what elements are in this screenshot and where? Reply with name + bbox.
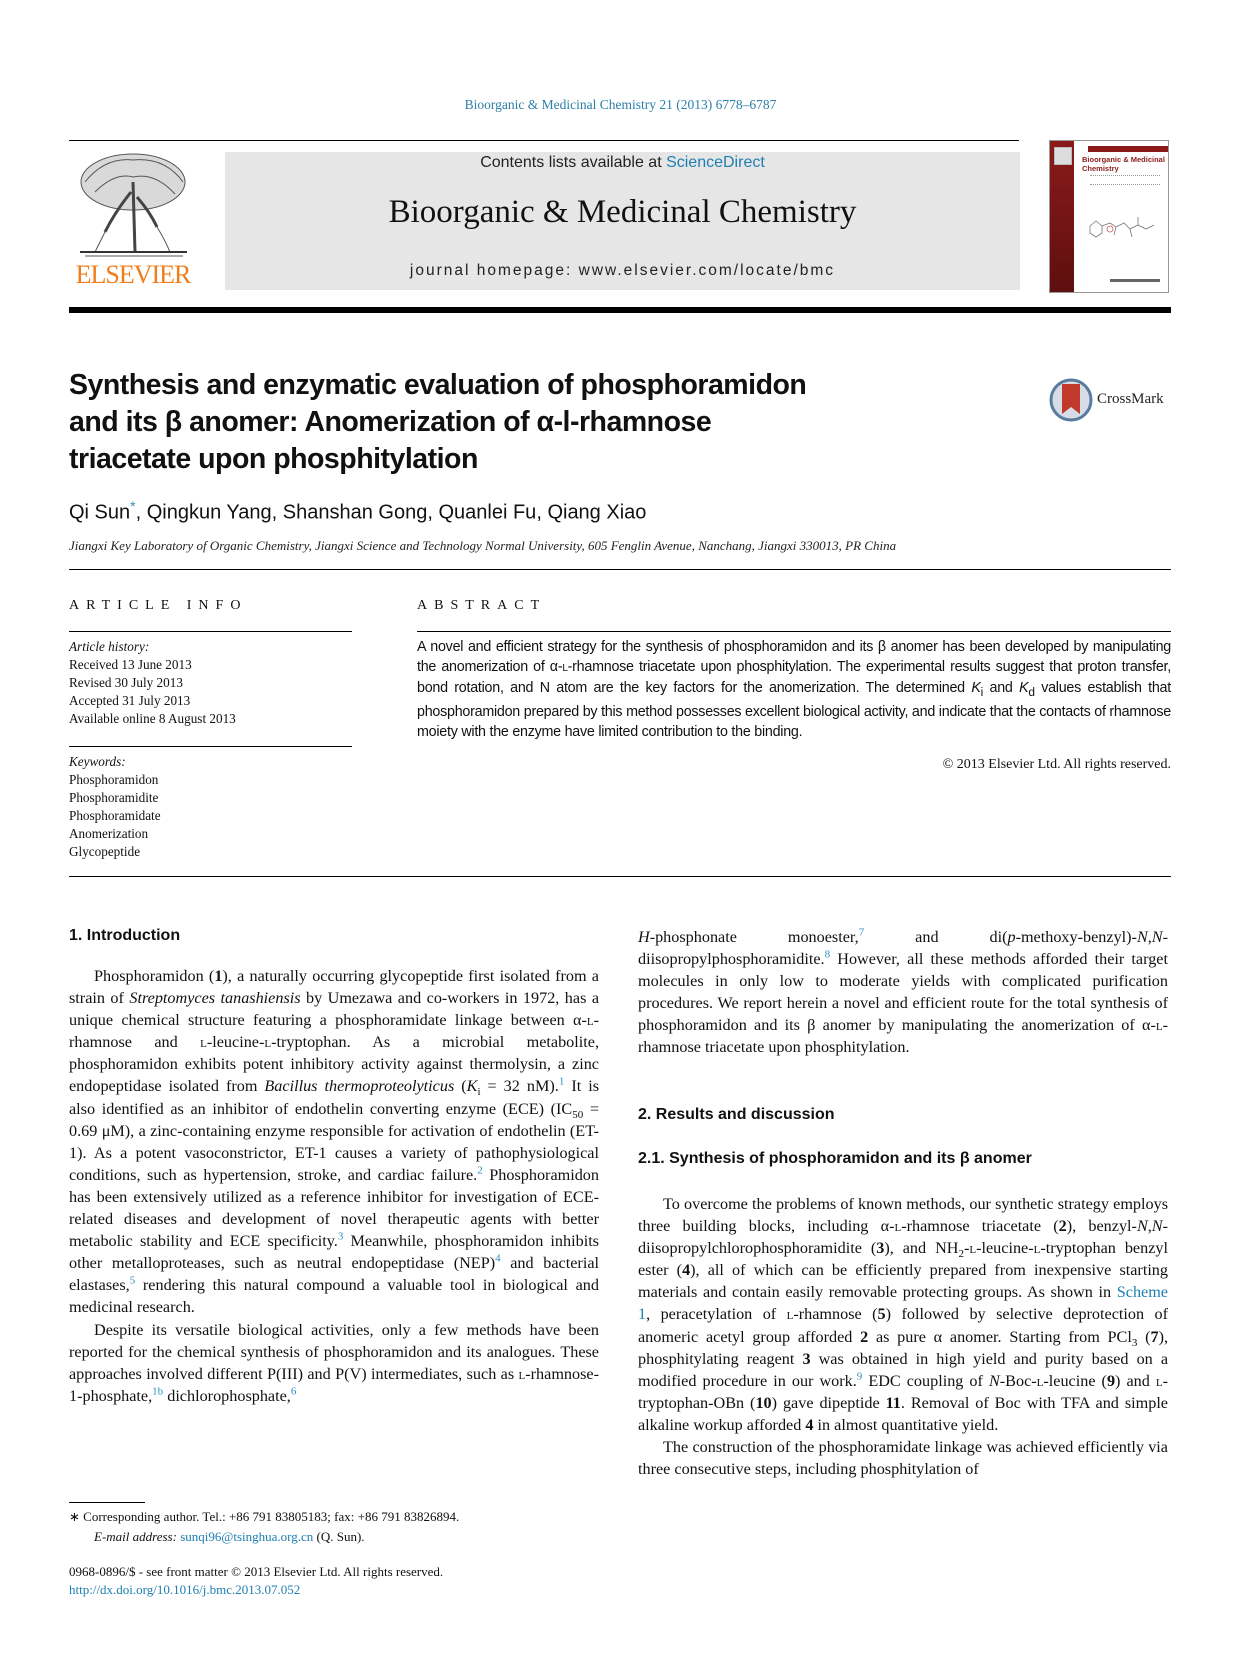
elsevier-tree-icon — [75, 152, 191, 260]
front-matter-info — [69, 1563, 629, 1599]
footnote-rule — [69, 1502, 145, 1503]
keyword-item: Phosphoramidon — [69, 772, 159, 787]
doi-link[interactable]: http://dx.doi.org/10.1016/j.bmc.2013.07.052 — [69, 1582, 301, 1597]
author-list: Qi Sun*, Qingkun Yang, Shanshan Gong, Quanlei Fu, Qiang Xiao — [69, 498, 647, 524]
journal-reference-link[interactable]: Bioorganic & Medicinal Chemistry 21 (2013) 6778–6787 — [464, 97, 777, 112]
author-name[interactable]: Qi Sun — [69, 501, 131, 524]
author-name[interactable]: Qingkun Yang — [146, 501, 272, 524]
front-matter-rule — [69, 876, 1171, 877]
history-online: Available online 8 August 2013 — [69, 711, 236, 726]
article-history-label: Article history: — [69, 639, 150, 654]
article-title: Synthesis and enzymatic evaluation of phosphoramidon and its β anomer: Anomerization of α-l-rhamnose triacetate upon phosphitylation — [69, 369, 807, 475]
history-revised: Revised 30 July 2013 — [69, 675, 183, 690]
article-info-heading: ARTICLE INFO — [69, 598, 248, 613]
introduction-body-continued — [638, 926, 1168, 1059]
article-history — [69, 638, 352, 728]
crossmark-button[interactable] — [1049, 378, 1179, 422]
journal-banner — [225, 152, 1020, 290]
keywords — [69, 753, 352, 861]
paragraph: Phosphoramidon (1), a naturally occurring glycopeptide first isolated from a strain of Streptomyces tanashiensis by Umezawa and co-workers in 1972, has a unique chemical structure featuring a phosphoramidate linkage between α-l-rhamnose and l-leucine-l-tryptophan. As a microbial metabolite, phosphoramidon exhibits potent inhibitory activity against thermolysin, a zinc endopeptidase isolated from Bacillus thermoproteolyticus ($K_i = 32$ nM).$^1$ It is also identified as an inhibitor of endothelin converting enzyme (ECE) ($IC_{50} = 0.69$ μM), a zinc-containing enzyme responsible for activation of endothelin (ET-1). As a potent vasoconstrictor, ET-1 causes a variety of pathophysiological conditions, such as hypertension, stroke, and cardiac failure.$^2$ Phosphoramidon has been extensively utilized as a reference inhibitor for investigation of ECE-related diseases and development of novel therapeutic agents with better metabolic stability and ECE specificity.$^3$ Meanwhile, phosphoramidon inhibits other metalloproteases, such as neutral endopeptidase (NEP)$^4$ and bacterial elastases,$^5$ rendering this natural compound a valuable tool in biological and medicinal research. — [69, 967, 600, 1317]
cover-footer — [1110, 279, 1160, 282]
cover-logo-icon — [1054, 147, 1072, 165]
keyword-item: Glycopeptide — [69, 844, 141, 859]
history-accepted: Accepted 31 July 2013 — [69, 693, 191, 708]
section-heading-introduction: 1. Introduction — [69, 927, 181, 944]
abstract-copyright: © 2013 Elsevier Ltd. All rights reserved. — [942, 757, 1171, 772]
crossmark-label: CrossMark — [1097, 391, 1164, 407]
keyword-item: Phosphoramidate — [69, 808, 161, 823]
crossmark-icon — [1049, 378, 1093, 422]
cover-top-strip — [1088, 146, 1168, 152]
scheme-1-link[interactable]: Scheme 1 — [638, 1283, 1168, 1324]
header-thick-rule — [69, 307, 1171, 313]
section-heading-results: 2. Results and discussion — [638, 1106, 835, 1123]
email-link[interactable]: sunqi96@tsinghua.org.cn — [180, 1529, 314, 1544]
citation-link[interactable]: 8 — [824, 948, 831, 961]
asterisk-icon: ∗ — [69, 1509, 84, 1524]
cover-molecule-icon — [1088, 211, 1158, 241]
history-received: Received 13 June 2013 — [69, 657, 192, 672]
journal-homepage[interactable]: journal homepage: www.elsevier.com/locate/bmc — [409, 262, 836, 279]
affiliation: Jiangxi Key Laboratory of Organic Chemistry, Jiangxi Science and Technology Normal University, 605 Fenglin Avenue, Nanchang, Jiangxi 330013, PR China — [69, 538, 897, 553]
affiliation-rule — [69, 569, 1171, 570]
citation-link[interactable]: 1 — [558, 1076, 565, 1089]
keywords-label: Keywords: — [69, 754, 126, 769]
contents-available-text: Contents lists available at ScienceDirect — [480, 154, 765, 171]
citation-link[interactable]: 7 — [858, 926, 865, 939]
cover-title: Bioorganic & Medicinal Chemistry — [1082, 155, 1165, 173]
article-info-rule — [69, 631, 352, 632]
abstract-heading: ABSTRACT — [417, 598, 547, 613]
citation-link[interactable]: 3 — [337, 1230, 344, 1243]
citation-link[interactable]: 5 — [129, 1274, 136, 1287]
corresponding-author-footnote: ∗ Corresponding author. Tel.: +86 791 83805183; fax: +86 791 83826894. E-mail address: sunqi96@tsinghua.org.cn (Q. Sun). — [69, 1509, 460, 1544]
citation-link[interactable]: 4 — [495, 1252, 501, 1265]
introduction-body — [69, 965, 599, 1407]
journal-cover-thumbnail[interactable] — [1049, 140, 1169, 293]
subsection-heading-synthesis: 2.1. Synthesis of phosphoramidon and its β anomer — [638, 1150, 1032, 1167]
citation-link[interactable]: 9 — [856, 1370, 863, 1383]
header-rule — [69, 140, 1019, 141]
keyword-item: Anomerization — [69, 826, 149, 841]
citation-link[interactable]: 6 — [290, 1385, 297, 1398]
keyword-item: Phosphoramidite — [69, 790, 159, 805]
corresponding-author-mark[interactable]: * — [130, 498, 136, 514]
keywords-rule — [69, 746, 352, 747]
elsevier-logo[interactable] — [69, 152, 197, 292]
cover-subtitle — [1090, 175, 1160, 185]
abstract-rule — [417, 631, 1171, 632]
sciencedirect-link[interactable]: ScienceDirect — [666, 154, 765, 171]
issn-copyright: 0968-0896/$ - see front matter © 2013 Elsevier Ltd. All rights reserved. — [69, 1564, 444, 1579]
journal-title: Bioorganic & Medicinal Chemistry — [388, 194, 857, 230]
synthesis-body — [638, 1193, 1168, 1480]
citation-link[interactable]: 2 — [477, 1164, 483, 1177]
author-name[interactable]: Qiang Xiao — [547, 501, 647, 524]
paragraph: To overcome the problems of known methods, our synthetic strategy employs three building blocks, including α-l-rhamnose triacetate (2), benzyl-N,N-diisopropylchlorophosphoramidite (3), and $NH_2-l-leucine-l$-tryptophan benzyl ester (4), all of which can be efficiently prepared from inexpensive starting materials and contain easily removable protecting groups. As shown in Scheme 1, peracetylation of l-rhamnose (5) followed by selective deprotection of anomeric acetyl group afforded 2 as pure α anomer. Starting from PCl$_3$ (7), phosphitylating reagent 3 was obtained in high yield and purity based on a modified procedure in our work.$^9$ EDC coupling of N-Boc-l-leucine (9) and l-tryptophan-OBn (10) gave dipeptide 11. Removal of Boc with TFA and simple alkaline workup afforded 4 in almost quantitative yield. — [638, 1195, 1169, 1434]
paragraph: The construction of the phosphoramidate linkage was achieved efficiently via three consecutive steps, including phosphitylation of — [638, 1438, 1168, 1479]
paragraph: H-phosphonate monoester,$^7$ and di(p-methoxy-benzyl)-N,N-diisopropylphosphoramidite.$^8$ However, all these methods afforded their target molecules in only low to moderate yields with complicated purification procedures. We report herein a novel and efficient route for the total synthesis of phosphoramidon and its β anomer by manipulating the anomerization of α-l-rhamnose triacetate upon phosphitylation. — [638, 926, 1168, 1057]
elsevier-wordmark: ELSEVIER — [75, 260, 191, 289]
author-name[interactable]: Quanlei Fu — [438, 501, 537, 524]
author-name[interactable]: Shanshan Gong — [282, 501, 428, 524]
paragraph: Despite its versatile biological activities, only a few methods have been reported for the chemical synthesis of phosphoramidon and its analogues. These approaches involved different P(III) and P(V) intermediates, such as l-rhamnose-1-phosphate,$^{1b}$ dichlorophosphate,$^6$ — [69, 1320, 599, 1405]
abstract-text: A novel and efficient strategy for the synthesis of phosphoramidon and its β anomer has been developed by manipulating the anomerization of α-l-rhamnose triacetate upon phosphitylation. The experimental results suggest that proton transfer, bond rotation, and N atom are the key factors for the anomerization. The determined $K_i$ and $K_d$ values establish that phosphoramidon prepared by this method possesses excellent biological activity, and indicate that the contacts of rhamnose moiety with the enzyme have limited contribution to the binding. — [417, 639, 1171, 741]
citation-link[interactable]: 1b — [152, 1385, 164, 1398]
